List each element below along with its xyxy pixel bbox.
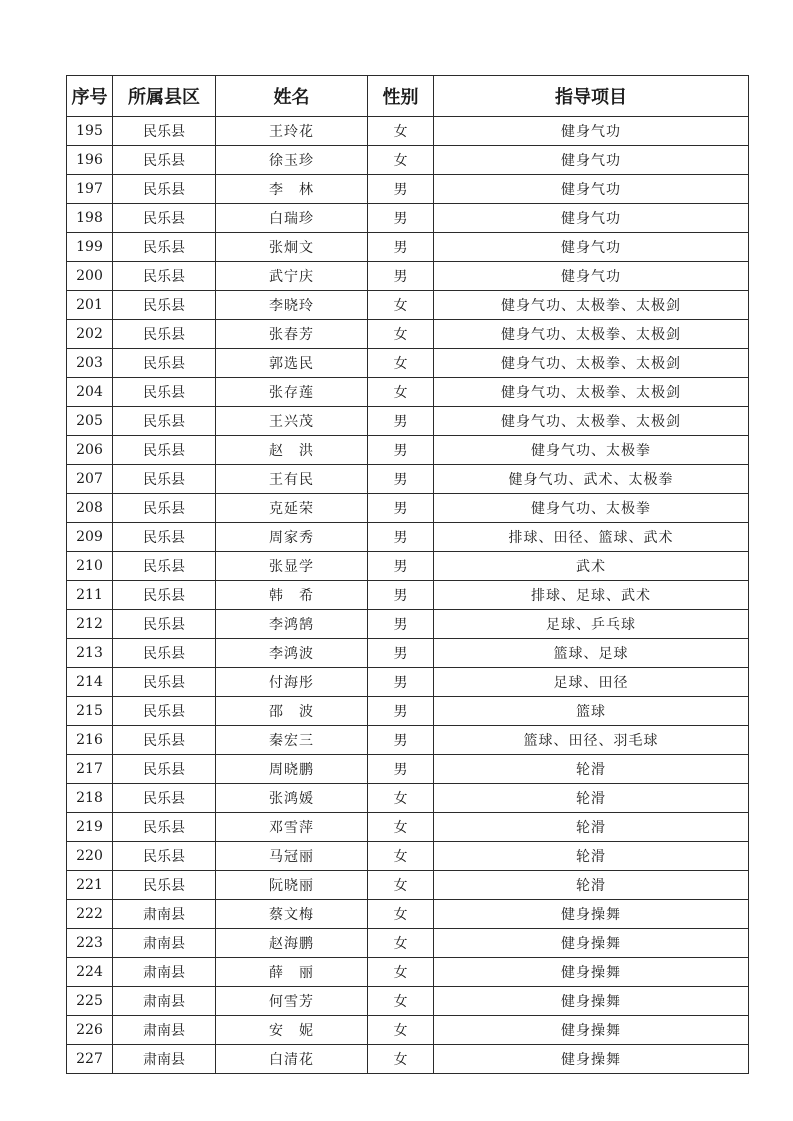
cell-name: 张鸿媛 [216,784,368,813]
cell-gender: 男 [368,610,434,639]
cell-item: 健身操舞 [434,1045,749,1074]
cell-name: 阮晓丽 [216,871,368,900]
cell-gender: 男 [368,697,434,726]
cell-gender: 男 [368,668,434,697]
cell-item: 健身气功、太极拳 [434,494,749,523]
table-row [67,755,749,784]
cell-name: 周晓鹏 [216,755,368,784]
table-row [67,175,749,204]
cell-county: 民乐县 [113,320,216,349]
table-row [67,784,749,813]
cell-no: 207 [67,465,113,494]
cell-county: 肃南县 [113,900,216,929]
cell-item: 健身气功 [434,204,749,233]
table-row [67,320,749,349]
cell-item: 健身操舞 [434,958,749,987]
cell-item: 武术 [434,552,749,581]
cell-gender: 男 [368,581,434,610]
cell-name: 赵 洪 [216,436,368,465]
cell-no: 195 [67,117,113,146]
cell-no: 218 [67,784,113,813]
cell-gender: 女 [368,349,434,378]
table-row [67,407,749,436]
cell-no: 197 [67,175,113,204]
table-row [67,552,749,581]
cell-no: 196 [67,146,113,175]
cell-name: 李鸿鹄 [216,610,368,639]
table-row [67,117,749,146]
header-no: 序号 [67,76,113,117]
cell-no: 202 [67,320,113,349]
cell-gender: 女 [368,1016,434,1045]
cell-no: 217 [67,755,113,784]
cell-name: 何雪芳 [216,987,368,1016]
cell-item: 健身气功 [434,117,749,146]
cell-no: 222 [67,900,113,929]
cell-gender: 女 [368,1045,434,1074]
cell-item: 健身气功、太极拳、太极剑 [434,407,749,436]
cell-item: 足球、田径 [434,668,749,697]
cell-gender: 女 [368,842,434,871]
header-name: 姓名 [216,76,368,117]
cell-name: 邓雪萍 [216,813,368,842]
cell-gender: 男 [368,407,434,436]
cell-gender: 男 [368,204,434,233]
cell-gender: 女 [368,987,434,1016]
table-row [67,1045,749,1074]
cell-item: 健身气功 [434,262,749,291]
cell-name: 张显学 [216,552,368,581]
cell-name: 蔡文梅 [216,900,368,929]
cell-county: 民乐县 [113,755,216,784]
cell-name: 张存莲 [216,378,368,407]
table-row [67,291,749,320]
cell-no: 199 [67,233,113,262]
cell-gender: 男 [368,175,434,204]
cell-county: 肃南县 [113,1016,216,1045]
cell-county: 民乐县 [113,349,216,378]
cell-name: 李鸿波 [216,639,368,668]
cell-no: 227 [67,1045,113,1074]
cell-county: 民乐县 [113,436,216,465]
cell-gender: 男 [368,639,434,668]
cell-gender: 女 [368,813,434,842]
cell-county: 肃南县 [113,1045,216,1074]
cell-gender: 女 [368,929,434,958]
cell-no: 208 [67,494,113,523]
cell-no: 198 [67,204,113,233]
cell-item: 健身气功、武术、太极拳 [434,465,749,494]
cell-name: 付海彤 [216,668,368,697]
cell-gender: 男 [368,465,434,494]
cell-county: 民乐县 [113,639,216,668]
cell-no: 214 [67,668,113,697]
cell-county: 民乐县 [113,784,216,813]
table-row [67,697,749,726]
cell-item: 轮滑 [434,871,749,900]
cell-name: 王兴茂 [216,407,368,436]
cell-gender: 女 [368,320,434,349]
cell-name: 安 妮 [216,1016,368,1045]
cell-gender: 男 [368,494,434,523]
cell-gender: 男 [368,436,434,465]
cell-county: 民乐县 [113,523,216,552]
cell-county: 民乐县 [113,175,216,204]
cell-name: 薛 丽 [216,958,368,987]
cell-item: 健身操舞 [434,900,749,929]
table-body [67,117,749,1074]
cell-county: 民乐县 [113,610,216,639]
cell-item: 健身气功 [434,175,749,204]
cell-no: 201 [67,291,113,320]
cell-county: 民乐县 [113,146,216,175]
cell-name: 张春芳 [216,320,368,349]
cell-item: 健身气功 [434,233,749,262]
cell-county: 民乐县 [113,813,216,842]
cell-item: 篮球、田径、羽毛球 [434,726,749,755]
table-row [67,436,749,465]
table-row [67,929,749,958]
cell-county: 民乐县 [113,233,216,262]
cell-name: 邵 波 [216,697,368,726]
cell-item: 健身操舞 [434,1016,749,1045]
cell-county: 民乐县 [113,465,216,494]
cell-no: 204 [67,378,113,407]
cell-no: 226 [67,1016,113,1045]
table-header [67,76,749,117]
table-row [67,581,749,610]
cell-gender: 男 [368,552,434,581]
cell-no: 213 [67,639,113,668]
cell-no: 205 [67,407,113,436]
table-row [67,1016,749,1045]
cell-county: 民乐县 [113,204,216,233]
table-row [67,639,749,668]
cell-gender: 男 [368,233,434,262]
cell-county: 民乐县 [113,726,216,755]
cell-county: 民乐县 [113,697,216,726]
header-item: 指导项目 [434,76,749,117]
cell-item: 轮滑 [434,784,749,813]
cell-item: 健身气功、太极拳、太极剑 [434,378,749,407]
cell-name: 武宁庆 [216,262,368,291]
cell-gender: 男 [368,726,434,755]
cell-item: 轮滑 [434,842,749,871]
cell-county: 民乐县 [113,378,216,407]
header-row [67,76,749,117]
table-row [67,262,749,291]
cell-no: 215 [67,697,113,726]
cell-name: 白瑞珍 [216,204,368,233]
cell-no: 223 [67,929,113,958]
table-row [67,146,749,175]
cell-item: 轮滑 [434,755,749,784]
cell-item: 篮球 [434,697,749,726]
cell-no: 200 [67,262,113,291]
table-row [67,523,749,552]
cell-county: 民乐县 [113,842,216,871]
cell-item: 健身操舞 [434,929,749,958]
cell-name: 李晓玲 [216,291,368,320]
cell-name: 秦宏三 [216,726,368,755]
cell-item: 健身气功 [434,146,749,175]
cell-no: 219 [67,813,113,842]
cell-name: 郭选民 [216,349,368,378]
cell-gender: 女 [368,900,434,929]
cell-item: 排球、足球、武术 [434,581,749,610]
table-row [67,726,749,755]
table-row [67,668,749,697]
table-row [67,378,749,407]
table-row [67,204,749,233]
cell-gender: 女 [368,784,434,813]
cell-county: 民乐县 [113,262,216,291]
cell-name: 马冠丽 [216,842,368,871]
table-row [67,900,749,929]
cell-item: 篮球、足球 [434,639,749,668]
cell-county: 肃南县 [113,987,216,1016]
table-row [67,871,749,900]
cell-county: 民乐县 [113,494,216,523]
cell-item: 健身气功、太极拳、太极剑 [434,320,749,349]
cell-name: 克延荣 [216,494,368,523]
cell-item: 足球、乒乓球 [434,610,749,639]
cell-no: 216 [67,726,113,755]
table-row [67,987,749,1016]
cell-no: 220 [67,842,113,871]
header-gender: 性别 [368,76,434,117]
cell-item: 健身气功、太极拳、太极剑 [434,291,749,320]
cell-name: 王玲花 [216,117,368,146]
cell-item: 健身气功、太极拳 [434,436,749,465]
cell-no: 210 [67,552,113,581]
cell-no: 221 [67,871,113,900]
table-row [67,465,749,494]
table-row [67,958,749,987]
cell-item: 排球、田径、篮球、武术 [434,523,749,552]
cell-no: 203 [67,349,113,378]
table-row [67,610,749,639]
cell-county: 民乐县 [113,871,216,900]
cell-no: 211 [67,581,113,610]
cell-county: 民乐县 [113,668,216,697]
cell-name: 白清花 [216,1045,368,1074]
cell-item: 健身气功、太极拳、太极剑 [434,349,749,378]
cell-gender: 女 [368,958,434,987]
cell-no: 206 [67,436,113,465]
cell-gender: 女 [368,378,434,407]
table-row [67,842,749,871]
instructor-table [66,75,749,1074]
cell-county: 民乐县 [113,552,216,581]
cell-gender: 女 [368,146,434,175]
cell-gender: 男 [368,755,434,784]
cell-name: 李 林 [216,175,368,204]
cell-gender: 女 [368,291,434,320]
cell-item: 健身操舞 [434,987,749,1016]
cell-name: 王有民 [216,465,368,494]
cell-gender: 男 [368,523,434,552]
cell-gender: 男 [368,262,434,291]
cell-gender: 女 [368,117,434,146]
cell-name: 张炯文 [216,233,368,262]
cell-no: 224 [67,958,113,987]
table-row [67,349,749,378]
cell-county: 民乐县 [113,291,216,320]
header-county: 所属县区 [113,76,216,117]
cell-county: 民乐县 [113,581,216,610]
table-row [67,233,749,262]
table-row [67,494,749,523]
cell-name: 周家秀 [216,523,368,552]
cell-no: 209 [67,523,113,552]
cell-county: 民乐县 [113,407,216,436]
cell-no: 225 [67,987,113,1016]
cell-gender: 女 [368,871,434,900]
cell-name: 韩 希 [216,581,368,610]
cell-no: 212 [67,610,113,639]
cell-name: 徐玉珍 [216,146,368,175]
table-row [67,813,749,842]
cell-county: 肃南县 [113,958,216,987]
cell-county: 肃南县 [113,929,216,958]
cell-item: 轮滑 [434,813,749,842]
cell-name: 赵海鹏 [216,929,368,958]
cell-county: 民乐县 [113,117,216,146]
